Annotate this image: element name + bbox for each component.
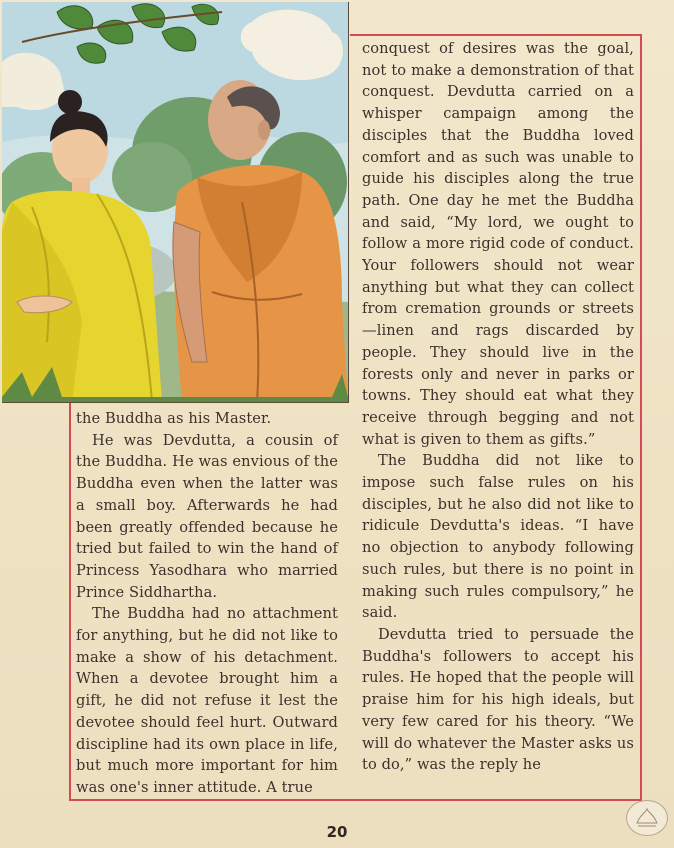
right-paragraph-3: Devdutta tried to persuade the Buddha's followers to accept his rules. He hoped that the people will praise him for his high ideals, but very few cared for his theory. “We will do whatever the Master asks us to do,” was the reply he — [362, 625, 634, 774]
frame-border-bottom — [69, 799, 642, 801]
illustration — [2, 2, 349, 403]
frame-border-top — [350, 34, 641, 36]
left-paragraph-3: The Buddha had no attachment for anything, but he did not like to make a show of his detachment. When a devotee brought him a gift, he did not refuse it lest the devotee should feel hurt. Outward discipline had its own place in life, but much more important for him was one's inner attitude. A true — [76, 605, 338, 796]
frame-border-right — [640, 34, 642, 799]
right-paragraph-1: conquest of desires was the goal, not to make a demonstration of that conquest. Devdutta carried on a whisper campaign among the disciples that the Buddha loved comfort and as such was unable to guide his disciples along the true path. One day he met the Buddha and said, “My lord, we ought to follow a more rigid code of conduct. Your followers should not wear anything but what they can collect from cremation grounds or streets—linen and rags discarded by people. They should live in the forests only and never in parks or towns. They should eat what they receive through begging and not what is given to them as gifts.” — [362, 40, 634, 448]
right-text-column — [362, 38, 634, 776]
right-paragraph-2: The Buddha did not like to impose such false rules on his disciples, but he also did not like to ridicule Devdutta's ideas. “I have no objection to anybody following such rules, but there is no point in making such rules compulsory,” he said. — [362, 452, 634, 622]
left-paragraph-1: the Buddha as his Master. — [76, 410, 272, 427]
page-number: 20 — [326, 823, 348, 841]
left-text-column — [76, 408, 338, 799]
frame-border-left — [69, 403, 71, 799]
illustration-drawing — [2, 2, 348, 402]
watermark-icon — [634, 807, 660, 829]
left-paragraph-2: He was Devdutta, a cousin of the Buddha. He was envious of the Buddha even when the latter was a small boy. Afterwards he had been greatly offended because he tried but failed to win the hand of Princess Yasodhara who married Prince Siddhartha. — [76, 431, 338, 601]
watermark-logo — [626, 800, 668, 836]
